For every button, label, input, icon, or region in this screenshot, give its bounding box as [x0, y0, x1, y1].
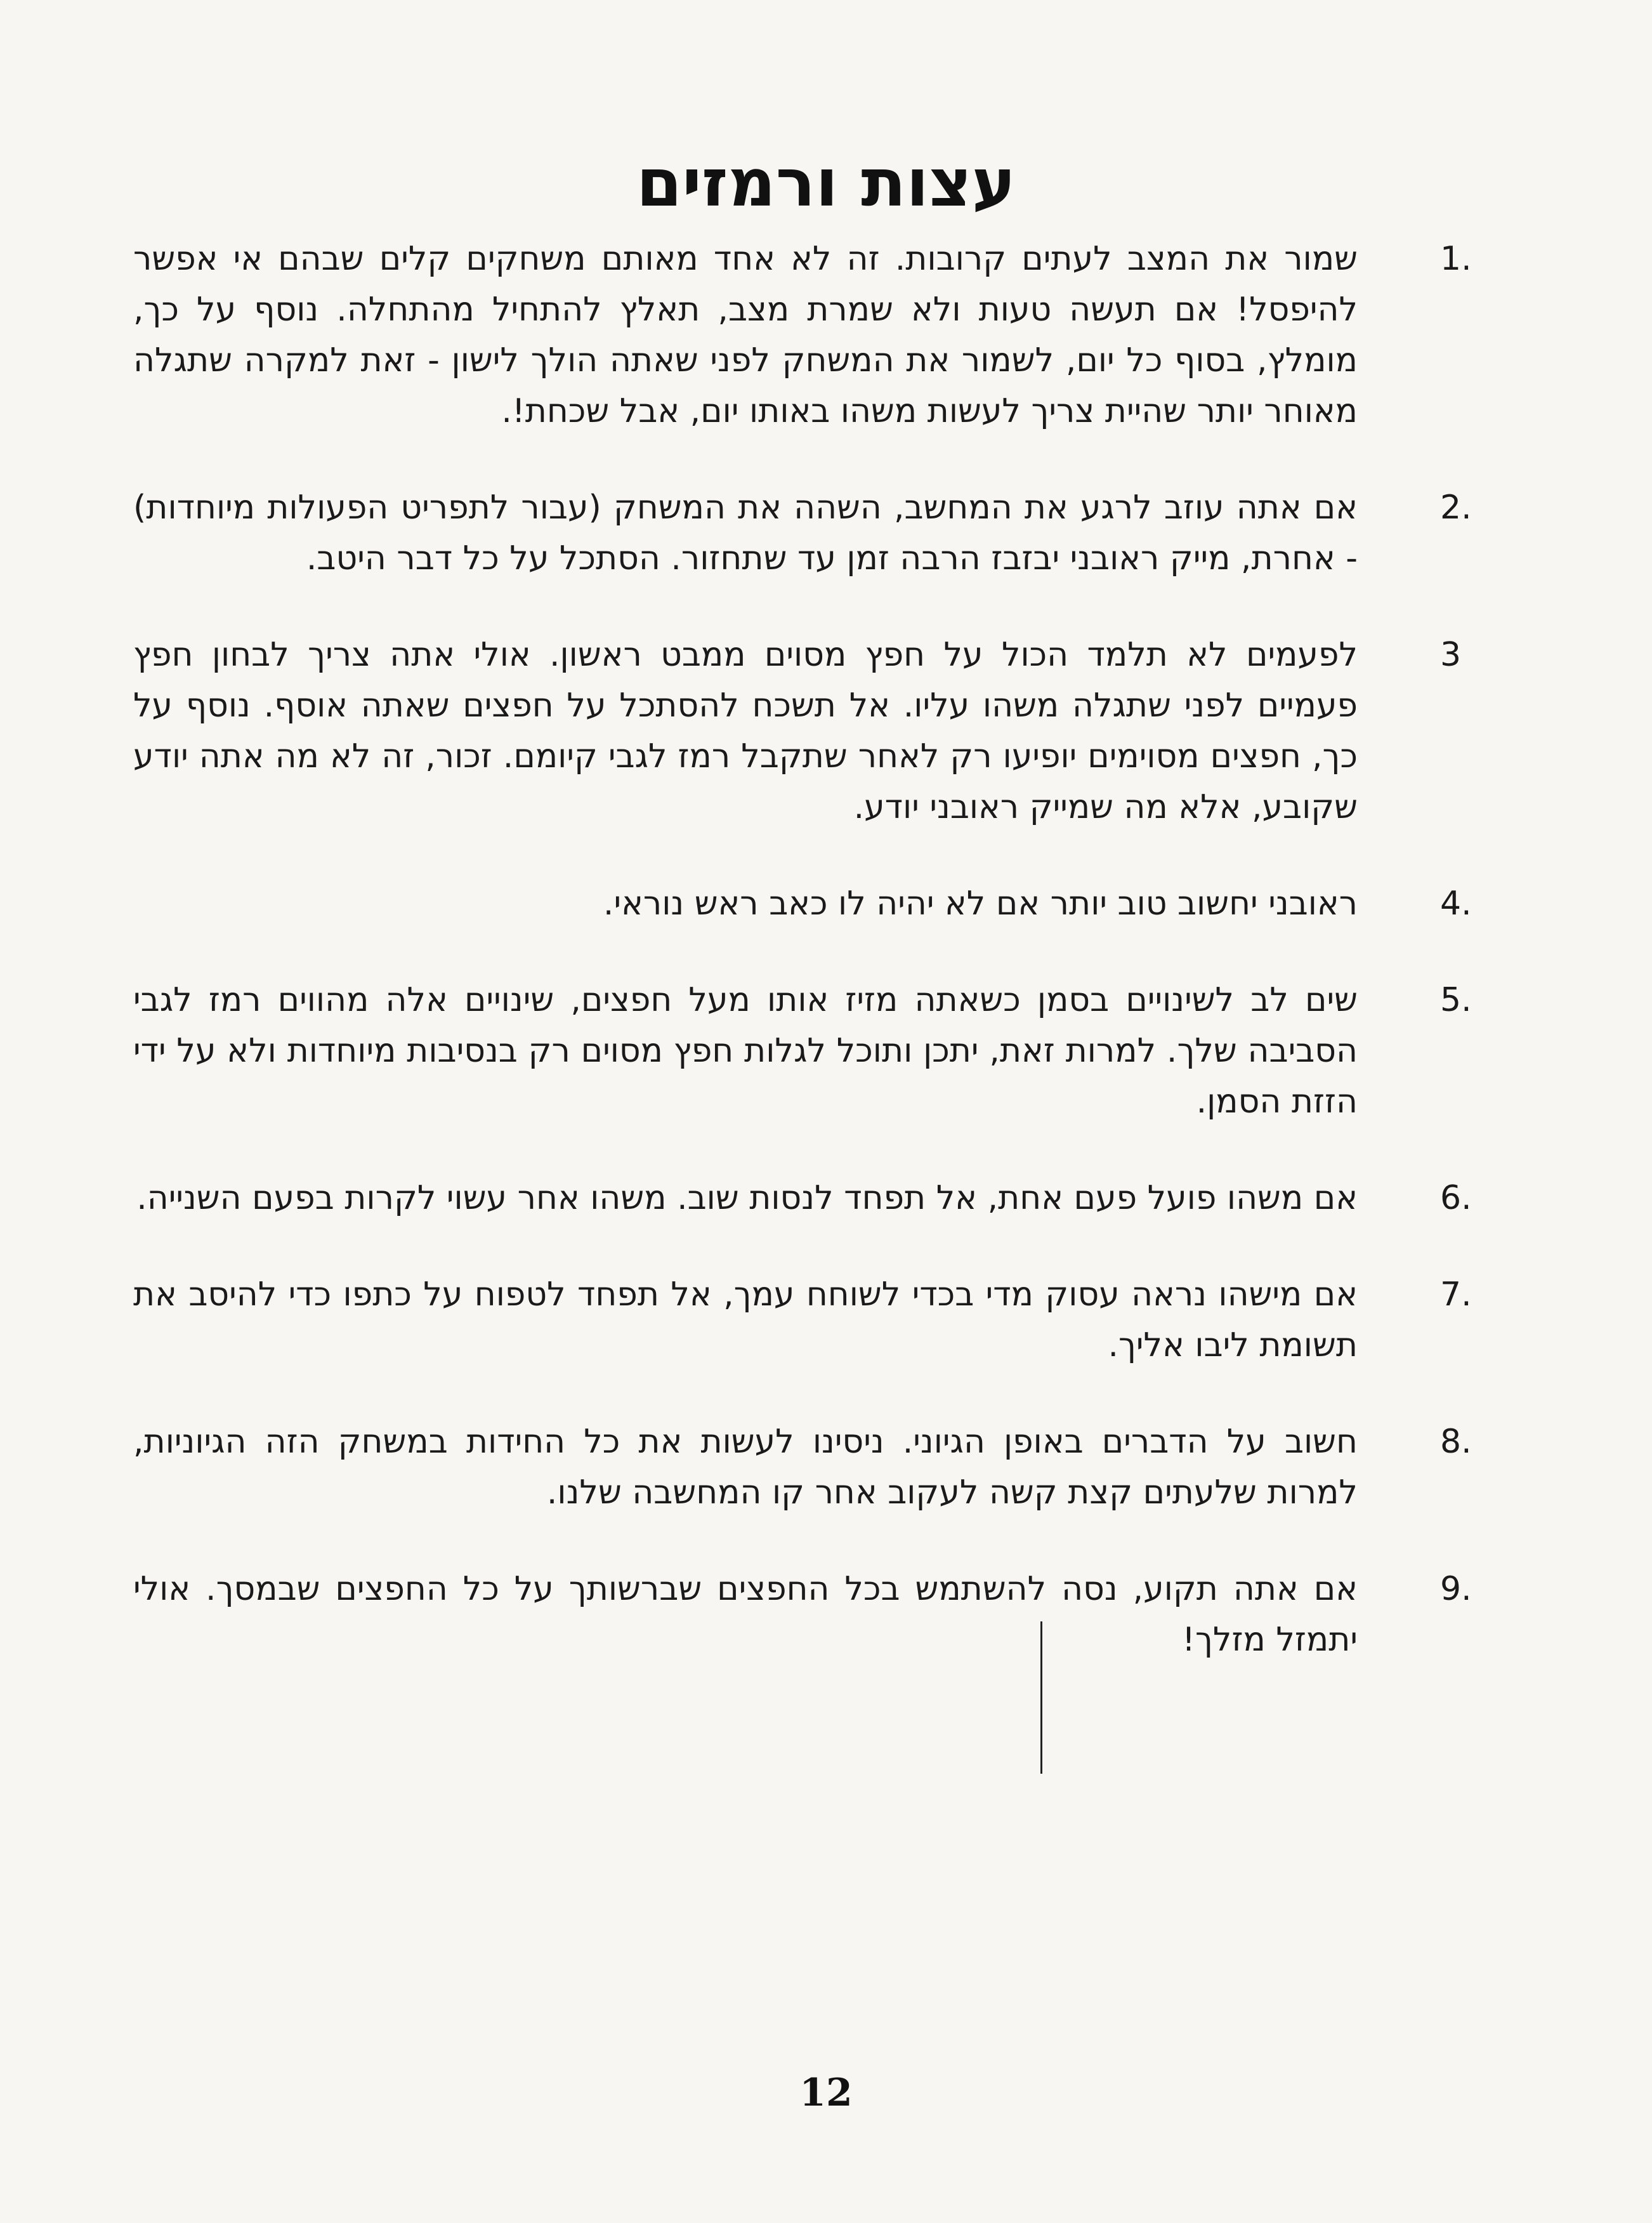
tip-number: 7.	[1440, 1276, 1472, 1314]
tip-item-5	[133, 975, 1510, 1127]
tip-item-9	[133, 1564, 1510, 1665]
tip-text: לפעמים לא תלמד הכול על חפץ מסוים ממבט ראשון. אולי אתה צריך לבחון חפץ פעמיים לפני שתגלה משהו עליו. אל תשכח להסתכל על חפצים שאתה אוסף. נוסף על כך, חפצים מסוימים יופיעו רק לאחר שתקבל רמז לגבי קיומם. זכור, זה לא מה אתה יודע שקובע, אלא מה שמייק ראובני יודע.	[133, 636, 1358, 826]
tip-number: 4.	[1440, 885, 1472, 923]
tip-number: 5.	[1440, 981, 1472, 1019]
tip-number: 6.	[1440, 1179, 1472, 1217]
tip-item-3	[133, 630, 1510, 833]
tip-text: אם אתה עוזב לרגע את המחשב, השהה את המשחק (עבור לתפריט הפעולות מיוחדות) - אחרת, מייק ראובני יבזבז הרבה זמן עד שתחזור. הסתכל על כל דבר היטב.	[133, 489, 1358, 577]
tip-item-8	[133, 1416, 1510, 1518]
tip-text: שים לב לשינויים בסמן כשאתה מזיז אותו מעל חפצים, שינויים אלה מהווים רמז לגבי הסביבה שלך. למרות זאת, יתכן ותוכל לגלות חפץ מסוים רק בנסיבות מיוחדות ולא על ידי הזזת הסמן.	[133, 981, 1358, 1121]
page-number: 12	[799, 2071, 853, 2115]
tip-text: אם מישהו נראה עסוק מדי בכדי לשוחח עמך, אל תפחד לטפוח על כתפו כדי להיסב את תשומת ליבו אליך.	[133, 1276, 1358, 1364]
tip-item-4	[133, 878, 1510, 929]
tips-list	[133, 234, 1510, 1711]
tip-item-7	[133, 1269, 1510, 1371]
tip-text: ראובני יחשוב טוב יותר אם לא יהיה לו כאב ראש נוראי.	[603, 885, 1358, 923]
page-title: עצות ורמזים	[636, 144, 1016, 221]
tip-item-6	[133, 1173, 1510, 1224]
tip-number: 8.	[1440, 1423, 1472, 1461]
tip-text: אם אתה תקוע, נסה להשתמש בכל החפצים שברשותך על כל החפצים שבמסך. אולי יתמזל מזלך!	[133, 1570, 1358, 1659]
tip-number: 9.	[1440, 1570, 1472, 1608]
tip-text: חשוב על הדברים באופן הגיוני. ניסינו לעשות את כל החידות במשחק הזה הגיוניות, למרות שלעתים קצת קשה לעקוב אחר קו המחשבה שלנו.	[133, 1423, 1358, 1512]
tip-number: 3	[1440, 636, 1462, 674]
tip-item-2	[133, 482, 1510, 584]
pen-mark	[1040, 1621, 1042, 1774]
tip-text: אם משהו פועל פעם אחת, אל תפחד לנסות שוב. משהו אחר עשוי לקרות בפעם השנייה.	[136, 1179, 1358, 1217]
tip-number: 1.	[1440, 240, 1472, 278]
tip-text: שמור את המצב לעתים קרובות. זה לא אחד מאותם משחקים קלים שבהם אי אפשר להיפסל! אם תעשה טעות ולא שמרת מצב, תאלץ להתחיל מהתחלה. נוסף על כך, מומלץ, בסוף כל יום, לשמור את המשחק לפני שאתה הולך לישון - זאת למקרה שתגלה מאוחר יותר שהיית צריך לעשות משהו באותו יום, אבל שכחת!.	[133, 240, 1358, 430]
tip-number: 2.	[1440, 489, 1472, 527]
tip-item-1	[133, 234, 1510, 437]
